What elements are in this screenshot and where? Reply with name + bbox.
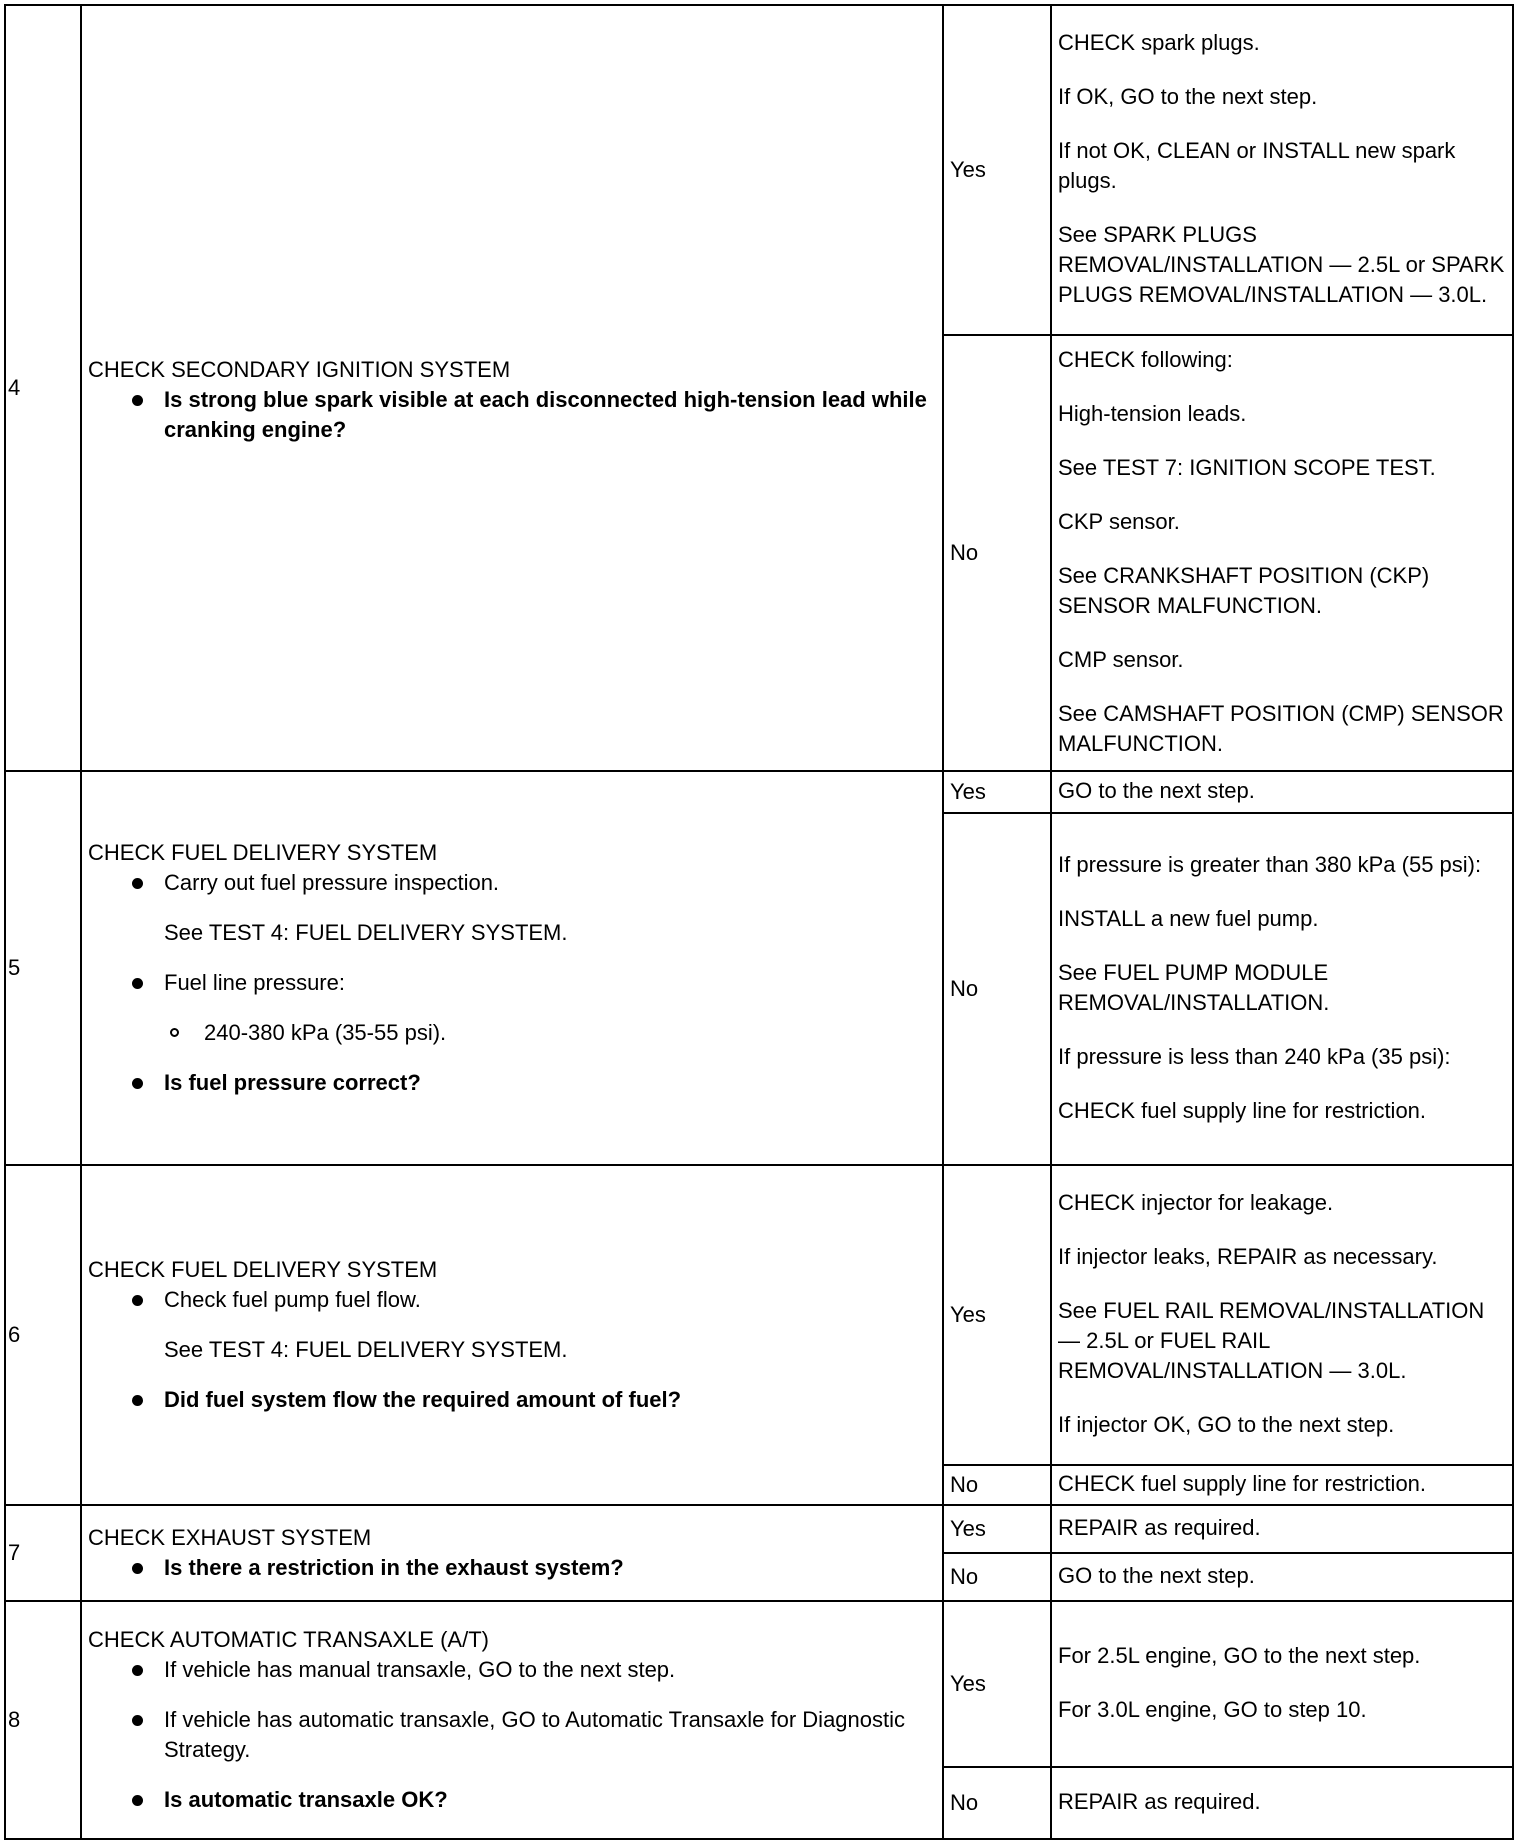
action-line: See CRANKSHAFT POSITION (CKP) SENSOR MALFUNCTION. [1058, 563, 1430, 618]
step-question: Is fuel pressure correct? [88, 1068, 938, 1098]
step-item: If vehicle has automatic transaxle, GO to Automatic Transaxle for Diagnostic Strategy. [88, 1705, 938, 1765]
step-reference: See TEST 4: FUEL DELIVERY SYSTEM. [164, 920, 568, 945]
action-cell [1051, 1767, 1513, 1839]
action-line: CHECK fuel supply line for restriction. [1058, 1471, 1427, 1496]
step-reference: See TEST 4: FUEL DELIVERY SYSTEM. [164, 1337, 568, 1362]
answer-label: No [943, 1465, 1051, 1505]
step-8-yes-row [5, 1601, 1513, 1767]
action-cell [1051, 1465, 1513, 1505]
step-number: 4 [5, 5, 81, 771]
action-line: INSTALL a new fuel pump. [1058, 906, 1319, 931]
step-subitems [164, 1018, 938, 1048]
action-cell [1051, 1505, 1513, 1553]
step-question: Is there a restriction in the exhaust system? [88, 1553, 938, 1583]
diagnostic-table [4, 4, 1514, 1840]
action-line: See TEST 7: IGNITION SCOPE TEST. [1058, 455, 1436, 480]
action-line: If pressure is less than 240 kPa (35 psi): [1058, 1044, 1451, 1069]
action-line: For 3.0L engine, GO to step 10. [1058, 1697, 1367, 1722]
step-title: CHECK SECONDARY IGNITION SYSTEM [88, 357, 511, 382]
action-line: GO to the next step. [1058, 1563, 1255, 1588]
action-line: If injector OK, GO to the next step. [1058, 1412, 1395, 1437]
step-5-yes-row [5, 771, 1513, 813]
step-subitem: 240-380 kPa (35-55 psi). [164, 1018, 938, 1048]
action-line: High-tension leads. [1058, 401, 1247, 426]
action-line: REPAIR as required. [1058, 1789, 1261, 1814]
step-item [88, 968, 938, 1048]
action-cell [1051, 5, 1513, 335]
answer-label: Yes [943, 771, 1051, 813]
step-7-yes-row [5, 1505, 1513, 1553]
action-line: GO to the next step. [1058, 778, 1255, 803]
step-title: CHECK FUEL DELIVERY SYSTEM [88, 840, 438, 865]
answer-label: No [943, 813, 1051, 1165]
answer-label: No [943, 1767, 1051, 1839]
action-line: CHECK spark plugs. [1058, 30, 1260, 55]
step-item: Check fuel pump fuel flow. [88, 1285, 938, 1315]
step-procedure [81, 1601, 943, 1839]
action-cell [1051, 813, 1513, 1165]
step-procedure [81, 1505, 943, 1601]
action-line: REPAIR as required. [1058, 1515, 1261, 1540]
answer-label: No [943, 335, 1051, 771]
step-procedure [81, 1165, 943, 1505]
action-line: If injector leaks, REPAIR as necessary. [1058, 1244, 1438, 1269]
action-line: See FUEL RAIL REMOVAL/INSTALLATION — 2.5L or FUEL RAIL REMOVAL/INSTALLATION — 3.0L. [1058, 1298, 1485, 1383]
action-line: See FUEL PUMP MODULE REMOVAL/INSTALLATION. [1058, 960, 1330, 1015]
step-items [88, 385, 938, 445]
action-line: CKP sensor. [1058, 509, 1180, 534]
step-title: CHECK EXHAUST SYSTEM [88, 1525, 372, 1550]
step-title: CHECK AUTOMATIC TRANSAXLE (A/T) [88, 1627, 489, 1652]
step-number: 5 [5, 771, 81, 1165]
action-cell [1051, 335, 1513, 771]
action-cell [1051, 1165, 1513, 1465]
step-question: Is strong blue spark visible at each disconnected high-tension lead while cranking engine? [88, 385, 938, 445]
step-item: If vehicle has manual transaxle, GO to the next step. [88, 1655, 938, 1685]
step-items [88, 1553, 938, 1583]
answer-label: Yes [943, 1505, 1051, 1553]
action-cell [1051, 1553, 1513, 1601]
answer-label: Yes [943, 1165, 1051, 1465]
answer-label: Yes [943, 5, 1051, 335]
step-procedure [81, 5, 943, 771]
action-line: If not OK, CLEAN or INSTALL new spark plugs. [1058, 138, 1456, 193]
answer-label: Yes [943, 1601, 1051, 1767]
action-line: See SPARK PLUGS REMOVAL/INSTALLATION — 2.5L or SPARK PLUGS REMOVAL/INSTALLATION — 3.0L. [1058, 222, 1505, 307]
step-item-text: Fuel line pressure: [164, 970, 345, 995]
action-line: CMP sensor. [1058, 647, 1184, 672]
step-question: Did fuel system flow the required amount of fuel? [88, 1385, 938, 1415]
step-items [88, 1655, 938, 1815]
action-line: For 2.5L engine, GO to the next step. [1058, 1643, 1421, 1668]
step-number: 6 [5, 1165, 81, 1505]
action-line: CHECK injector for leakage. [1058, 1190, 1334, 1215]
action-cell [1051, 771, 1513, 813]
action-line: See CAMSHAFT POSITION (CMP) SENSOR MALFUNCTION. [1058, 701, 1504, 756]
action-line: CHECK fuel supply line for restriction. [1058, 1098, 1427, 1123]
step-number: 8 [5, 1601, 81, 1839]
step-procedure [81, 771, 943, 1165]
action-line: If OK, GO to the next step. [1058, 84, 1318, 109]
answer-label: No [943, 1553, 1051, 1601]
step-items [88, 1285, 938, 1415]
action-cell [1051, 1601, 1513, 1767]
step-title: CHECK FUEL DELIVERY SYSTEM [88, 1257, 438, 1282]
action-line: CHECK following: [1058, 347, 1233, 372]
step-items [88, 868, 938, 1098]
step-question: Is automatic transaxle OK? [88, 1785, 938, 1815]
step-number: 7 [5, 1505, 81, 1601]
action-line: If pressure is greater than 380 kPa (55 psi): [1058, 852, 1482, 877]
step-6-yes-row [5, 1165, 1513, 1465]
step-item: Carry out fuel pressure inspection. [88, 868, 938, 898]
step-4-yes-row [5, 5, 1513, 335]
